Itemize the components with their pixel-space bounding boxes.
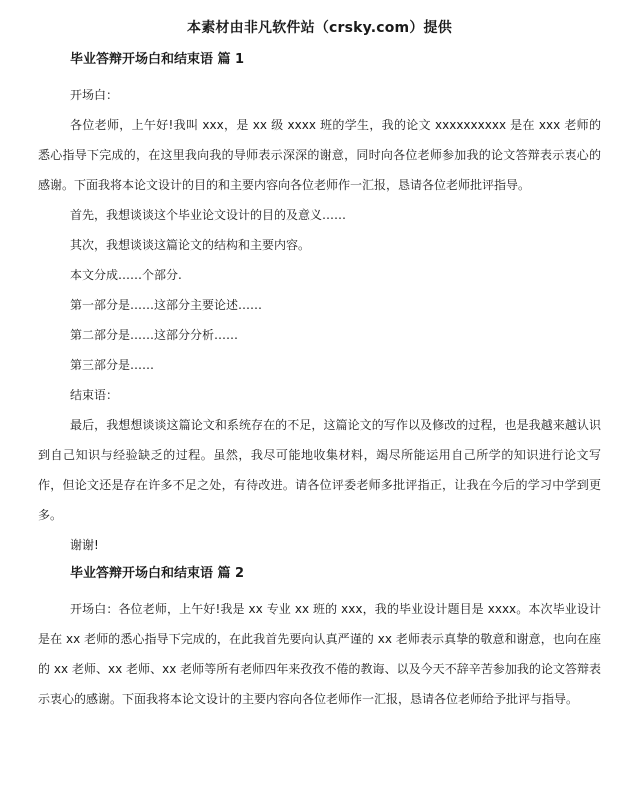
document-title: 本素材由非凡软件站（crsky.com）提供 — [187, 20, 452, 36]
closing-label: 结束语： — [70, 388, 119, 402]
section-heading-1: 毕业答辩开场白和结束语 篇 1 — [70, 52, 245, 67]
line-4: 第一部分是……这部分主要论述…… — [70, 298, 263, 312]
paragraph-3: 开场白：各位老师，上午好!我是 xx 专业 xx 班的 xxx，我的毕业设计题目是 xxxx。本次毕业设计是在 xx 老师的悉心指导下完成的，在此我首先要向认真严谨的 xx 老师表示真挚的敬意和谢意，也向在座的 xx 老师、xx 老师、xx 老师等所有老师四年来孜孜不倦的教诲、以及今天不辞辛苦参加我的论文答辩表示衷心的感谢。下面我将本论文设计的主要内容向各位老师作一汇报，恳请各位老师给予批评与指导。 — [38, 602, 601, 706]
paragraph-2: 最后，我想想谈谈这篇论文和系统存在的不足，这篇论文的写作以及修改的过程，也是我越来越认识到自己知识与经验缺乏的过程。虽然，我尽可能地收集材料，竭尽所能运用自己所学的知识进行论文写作，但论文还是存在许多不足之处，有待改进。请各位评委老师多批评指正，让我在今后的学习中学到更多。 — [38, 418, 601, 522]
line-6: 第三部分是…… — [70, 358, 155, 372]
thanks-line: 谢谢! — [70, 538, 99, 552]
line-1: 首先，我想谈谈这个毕业论文设计的目的及意义…… — [70, 208, 347, 222]
opening-label-1: 开场白： — [70, 88, 119, 102]
line-3: 本文分成……个部分. — [70, 268, 182, 282]
line-5: 第二部分是……这部分分析…… — [70, 328, 239, 342]
paragraph-1: 各位老师，上午好!我叫 xxx，是 xx 级 xxxx 班的学生，我的论文 xxxxxxxxxx 是在 xxx 老师的悉心指导下完成的，在这里我向我的导师表示深深的谢意，同时向各位老师参加我的论文答辩表示衷心的感谢。下面我将本论文设计的目的和主要内容向各位老师作一汇报，恳请各位老师批评指导。 — [38, 118, 601, 192]
section-heading-2: 毕业答辩开场白和结束语 篇 2 — [70, 566, 245, 581]
line-2: 其次，我想谈谈这篇论文的结构和主要内容。 — [70, 238, 311, 252]
